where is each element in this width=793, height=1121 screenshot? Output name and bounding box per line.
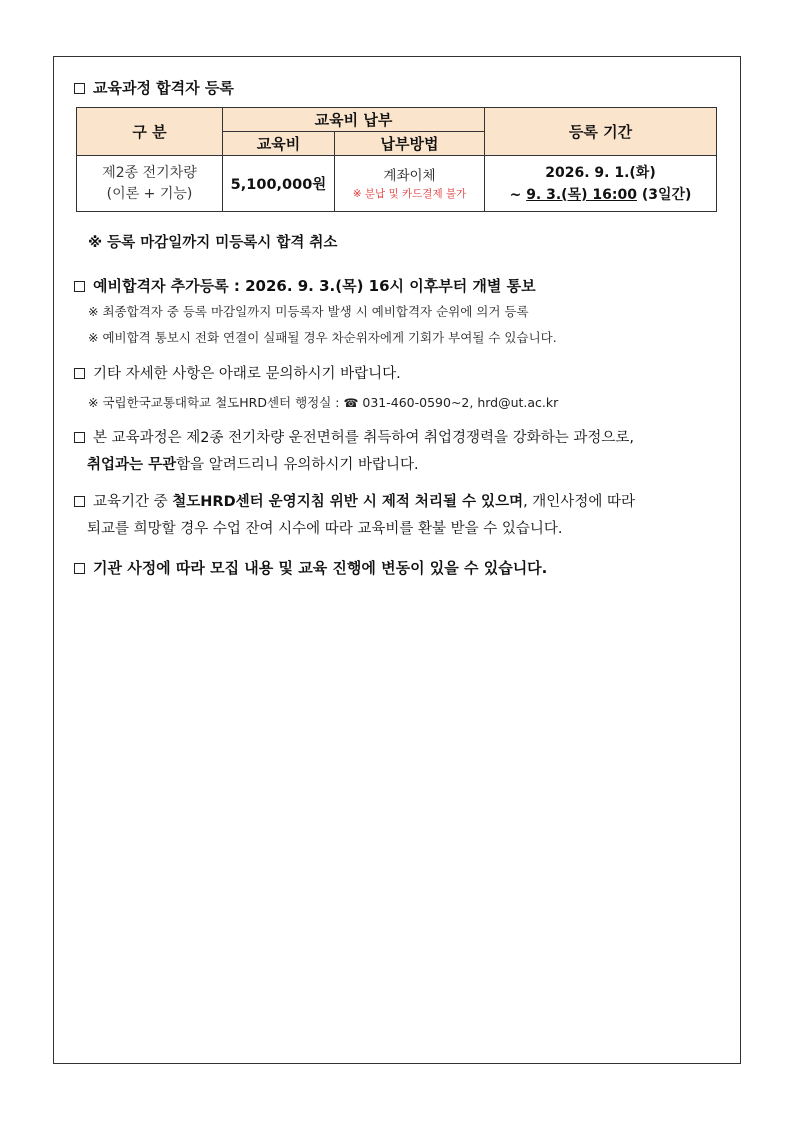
checkbox-square-icon [74, 496, 85, 507]
checkbox-square-icon [74, 563, 85, 574]
checkbox-square-icon [74, 83, 85, 94]
header-category: 구 분 [77, 108, 223, 156]
table-row [77, 156, 717, 212]
refund-line1: 교육기간 중 철도HRD센터 운영지침 위반 시 제적 처리될 수 있으며, 개인사정에 따라 [74, 489, 635, 515]
section-title-waitlist: 예비합격자 추가등록 : 2026. 9. 3.(목) 16시 이후부터 개별 통보 [74, 275, 536, 296]
header-fee: 교육비 [223, 132, 335, 156]
cell-period [485, 156, 717, 212]
header-payment: 교육비 납부 [223, 108, 485, 132]
cell-category [77, 156, 223, 212]
refund-line2: 퇴교를 희망할 경우 수업 잔여 시수에 따라 교육비를 환불 받을 수 있습니다. [87, 521, 563, 537]
cell-fee [223, 156, 335, 212]
category-line2: (이론 + 기능) [106, 185, 193, 202]
period-deadline: 9. 3.(목) 16:00 [526, 186, 637, 203]
checkbox-square-icon [74, 281, 85, 292]
header-period: 등록 기간 [485, 108, 717, 156]
course-purpose-line1: 본 교육과정은 제2종 전기차량 운전면허를 취득하여 취업경쟁력을 강화하는 과정으로, [74, 425, 634, 451]
period-end: ~ 9. 3.(목) 16:00 (3일간) [509, 186, 692, 203]
period-start: 2026. 9. 1.(화) [545, 164, 656, 181]
waitlist-note-2: ※ 예비합격 통보시 전화 연결이 실패될 경우 차순위자에게 기회가 부여될 수 있습니다. [88, 330, 557, 345]
waitlist-note-1: ※ 최종합격자 중 등록 마감일까지 미등록자 발생 시 예비합격자 순위에 의거 등록 [88, 304, 529, 319]
cell-method [335, 156, 485, 212]
checkbox-square-icon [74, 432, 85, 443]
category-line1: 제2종 전기차량 [102, 164, 197, 181]
fee-amount: 5,100,000원 [230, 177, 327, 193]
cancellation-warning: ※ 등록 마감일까지 미등록시 합격 취소 [88, 235, 338, 251]
registration-table [76, 107, 717, 212]
header-method: 납부방법 [335, 132, 485, 156]
document-frame [53, 56, 741, 1064]
telephone-icon: ☎ [343, 396, 359, 410]
section-title-registration: 교육과정 합격자 등록 [74, 77, 234, 98]
inquiry-text: 기타 자세한 사항은 아래로 문의하시기 바랍니다. [74, 361, 401, 387]
checkbox-square-icon [74, 368, 85, 379]
course-purpose-line2: 취업과는 무관함을 알려드리니 유의하시기 바랍니다. [87, 457, 419, 473]
contact-line: ※ 국립한국교통대학교 철도HRD센터 행정실 : ☎ 031-460-0590~2, hrd@ut.ac.kr [88, 395, 559, 410]
payment-method: 계좌이체 [383, 168, 436, 184]
payment-method-note: ※ 분납 및 카드결제 불가 [352, 188, 467, 200]
change-notice: 기관 사정에 따라 모집 내용 및 교육 진행에 변동이 있을 수 있습니다. [74, 557, 547, 578]
